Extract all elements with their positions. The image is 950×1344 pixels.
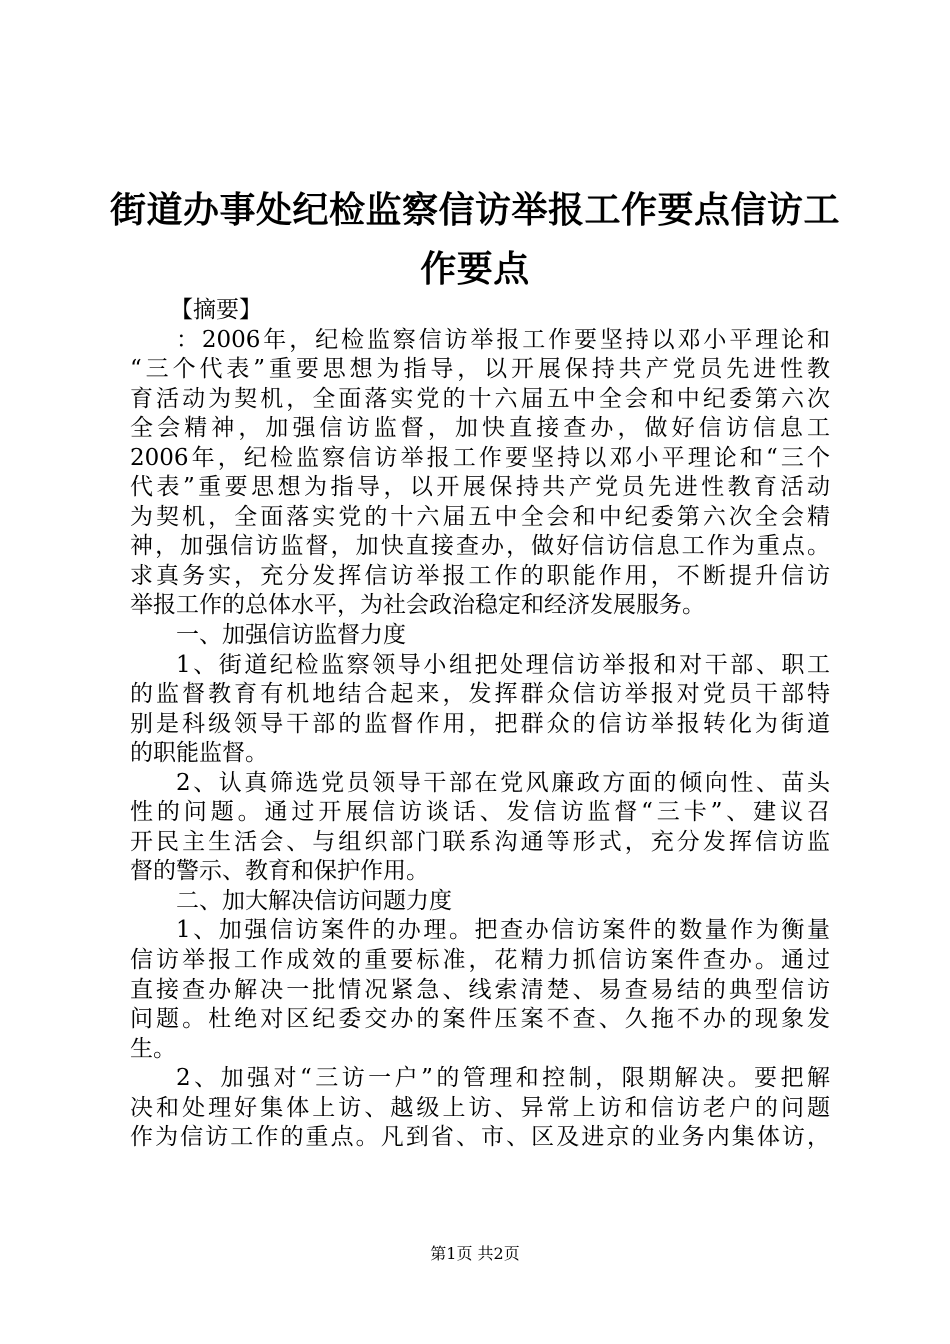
text-line: 作为信访工作的重点。凡到省、市、区及进京的业务内集体访， bbox=[130, 1124, 830, 1151]
document-title-line-2: 作要点 bbox=[420, 248, 530, 290]
document-body bbox=[130, 296, 830, 1153]
text-line: ：2006年，纪检监察信访举报工作要坚持以邓小平理论和 bbox=[176, 326, 830, 353]
text-line: 求真务实，充分发挥信访举报工作的职能作用，不断提升信访 bbox=[130, 562, 830, 589]
text-line: 直接查办解决一批情况紧急、线索清楚、易查易结的典型信访 bbox=[130, 976, 830, 1003]
text-line: 神，加强信访监督，加快直接查办，做好信访信息工作为重点。 bbox=[130, 533, 830, 560]
page-footer: 第1页 共2页 bbox=[430, 1244, 520, 1263]
text-line: 1、街道纪检监察领导小组把处理信访举报和对干部、职工 bbox=[176, 651, 830, 678]
section-heading: 一、加强信访监督力度 bbox=[176, 622, 406, 649]
section-heading: 二、加大解决信访问题力度 bbox=[176, 887, 452, 914]
text-line: 2、认真筛选党员领导干部在党风廉政方面的倾向性、苗头 bbox=[176, 769, 830, 796]
document-title-line-1: 街道办事处纪检监察信访举报工作要点信访工 bbox=[110, 189, 841, 231]
text-line: 全会精神，加强信访监督，加快直接查办，做好信访信息工 bbox=[130, 415, 830, 442]
text-line: 1、加强信访案件的办理。把查办信访案件的数量作为衡量 bbox=[176, 917, 830, 944]
abstract-label: 【摘要】 bbox=[170, 297, 262, 323]
text-line: 生。 bbox=[130, 1035, 176, 1062]
text-line: 2006年，纪检监察信访举报工作要坚持以邓小平理论和“三个 bbox=[130, 444, 830, 471]
text-line: 的职能监督。 bbox=[130, 740, 268, 767]
text-line: 2、加强对“三访一户”的管理和控制，限期解决。要把解 bbox=[176, 1065, 830, 1092]
text-line: 代表”重要思想为指导，以开展保持共产党员先进性教育活动 bbox=[130, 474, 830, 501]
text-line: 为契机，全面落实党的十六届五中全会和中纪委第六次全会精 bbox=[130, 503, 830, 530]
text-line: 别是科级领导干部的监督作用，把群众的信访举报转化为街道 bbox=[130, 710, 830, 737]
text-line: 信访举报工作成效的重要标准，花精力抓信访案件查办。通过 bbox=[130, 947, 830, 974]
text-line: 决和处理好集体上访、越级上访、异常上访和信访老户的问题 bbox=[130, 1094, 830, 1121]
text-line: 举报工作的总体水平，为社会政治稳定和经济发展服务。 bbox=[130, 592, 705, 619]
text-line: 督的警示、教育和保护作用。 bbox=[130, 858, 429, 885]
text-line: 问题。杜绝对区纪委交办的案件压案不查、久拖不办的现象发 bbox=[130, 1006, 830, 1033]
text-line: 性的问题。通过开展信访谈话、发信访监督“三卡”、建议召 bbox=[130, 799, 830, 826]
text-line: “三个代表”重要思想为指导，以开展保持共产党员先进性教 bbox=[130, 356, 830, 383]
text-line: 开民主生活会、与组织部门联系沟通等形式，充分发挥信访监 bbox=[130, 828, 830, 855]
text-line: 育活动为契机，全面落实党的十六届五中全会和中纪委第六次 bbox=[130, 385, 830, 412]
text-line: 的监督教育有机地结合起来，发挥群众信访举报对党员干部特 bbox=[130, 681, 830, 708]
